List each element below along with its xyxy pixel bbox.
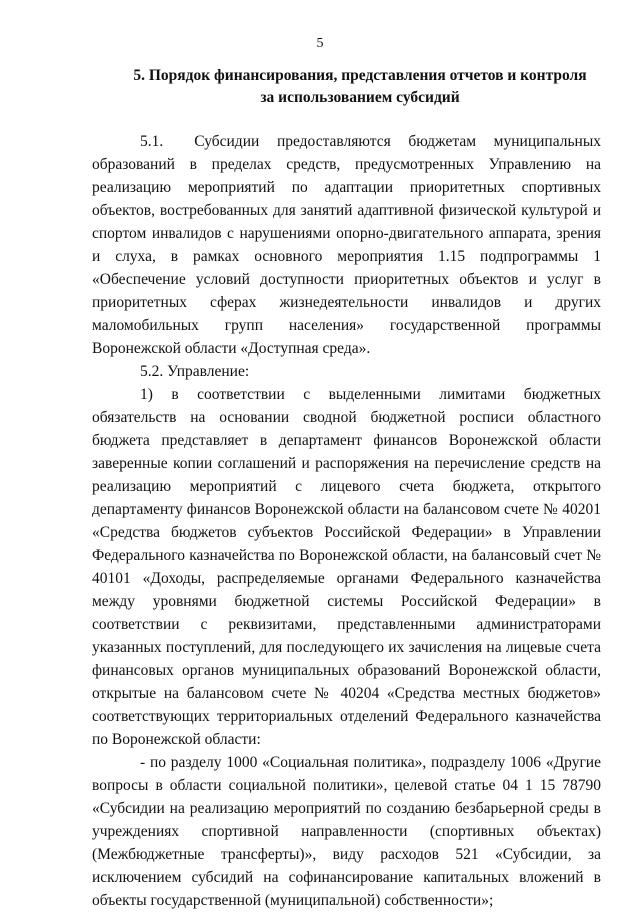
section-heading xyxy=(120,65,600,109)
page-number: 5 xyxy=(316,36,324,51)
paragraph-5-1: 5.1. Субсидии предоставляются бюджетам муниципальных образований в пределах средств, предусмотренных Управлению на реализацию мероприятий по адаптации приоритетных спортивных объектов, востребованных для занятий адаптивной физической культурой и спортом инвалидов с нарушениями опорно-двигательного аппарата, зрения и слуха, в рамках основного мероприятия 1.15 подпрограммы 1 «Обеспечение условий доступности приоритетных объектов и услуг в приоритетных сферах жизнедеятельности инвалидов и других маломобильных групп населения» государственной программы Воронежской области «Доступная среда». xyxy=(92,133,601,357)
paragraph-budget-classification: - по разделу 1000 «Социальная политика», подразделу 1006 «Другие вопросы в области социальной политики», целевой статье 04 1 15 78790 «Субсидии на реализацию мероприятий по созданию безбарьерной среды в учреждениях спортивной направленности (спортивных объектах) (Межбюджетные трансферты)», виду расходов 521 «Субсидии, за исключением субсидий на софинансирование капитальных вложений в объекты государственной (муниципальной) собственности»; xyxy=(92,754,601,909)
section-heading-line-1: 5. Порядок финансирования, представления отчетов и контроля xyxy=(133,67,587,84)
section-heading-line-2: за использованием субсидий xyxy=(260,89,460,106)
document-body xyxy=(92,130,601,912)
paragraph-item-1: 1) в соответствии с выделенными лимитами бюджетных обязательств на основании сводной бюджетной росписи областного бюджета представляет в департамент финансов Воронежской области заверенные копии соглашений и распоряжения на перечисление средств на реализацию мероприятий с лицевого счета бюджета, открытого департаменту финансов Воронежской области на балансовом счете № 40201 «Средства бюджетов субъектов Российской Федерации» в Управлении Федерального казначейства по Воронежской области, на балансовый счет № 40101 «Доходы, распределяемые органами Федерального казначейства между уровнями бюджетной системы Российской Федерации» в соответствии с реквизитами, представленными администраторами указанных поступлений, для последующего их зачисления на лицевые счета финансовых органов муниципальных образований Воронежской области, открытые на балансовом счете № 40204 «Средства местных бюджетов» соответствующих территориальных отделений Федерального казначейства по Воронежской области: xyxy=(92,386,601,748)
paragraph-5-2: 5.2. Управление: xyxy=(140,363,250,380)
